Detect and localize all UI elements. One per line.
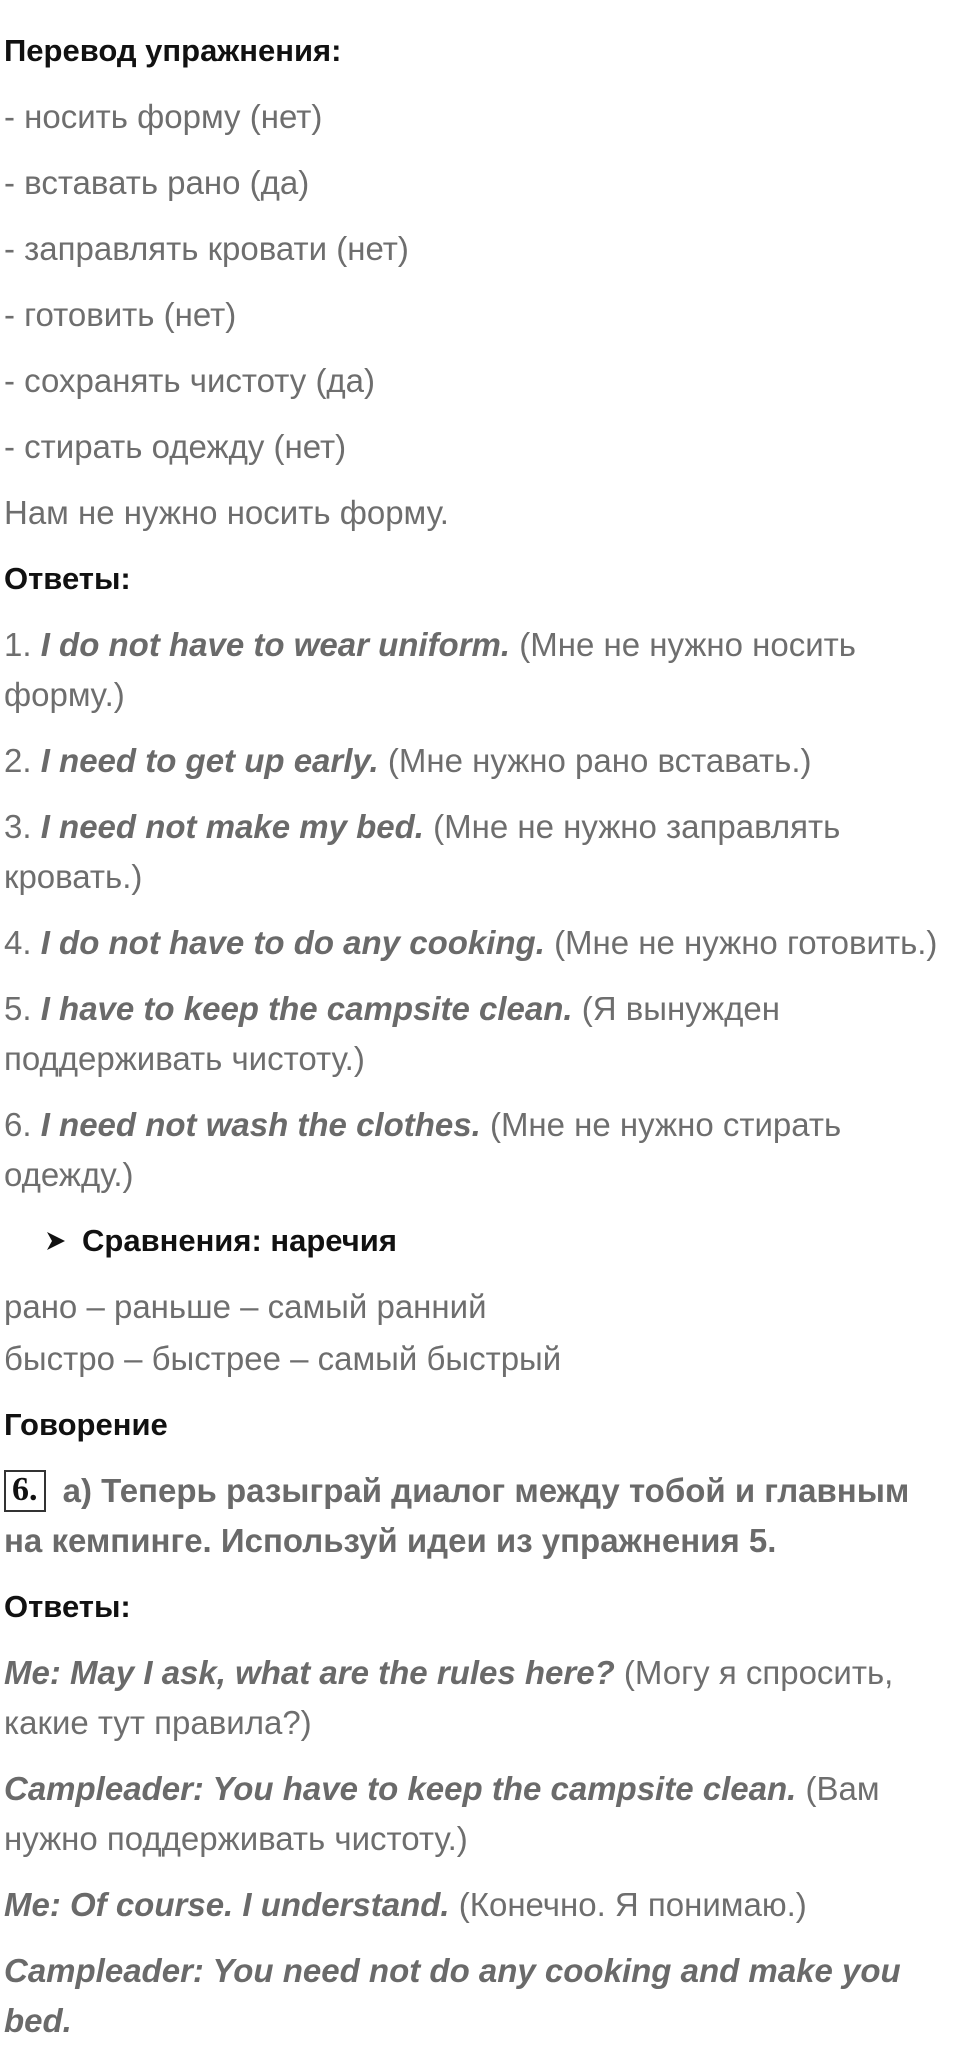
speaking-heading: Говорение xyxy=(4,1407,168,1442)
comparison-line: рано – раньше – самый ранний xyxy=(4,1288,487,1325)
arrow-bullet-icon xyxy=(44,1229,68,1253)
answer-number: 2. xyxy=(4,742,32,779)
answer-russian: (Мне нужно рано вставать.) xyxy=(387,742,812,779)
answer-english: I do not have to do any cooking. xyxy=(40,924,545,961)
answer-russian: (Мне не нужно готовить.) xyxy=(554,924,938,961)
answer-number: 6. xyxy=(4,1106,32,1143)
dialog-line xyxy=(4,1946,954,2046)
answer-item xyxy=(4,918,954,968)
list-item: - вставать рано (да) xyxy=(4,164,310,201)
list-item: - заправлять кровати (нет) xyxy=(4,230,409,267)
document-page xyxy=(4,0,954,2062)
answers-heading: Ответы: xyxy=(4,561,131,596)
dialog-english: Me: May I ask, what are the rules here? xyxy=(4,1654,615,1691)
comparison-line: быстро – быстрее – самый быстрый xyxy=(4,1340,562,1377)
exercise-task-text: а) Теперь разыграй диалог между тобой и главным на кемпинге. Используй идеи из упражнения 5. xyxy=(4,1472,910,1559)
list-item: - сохранять чистоту (да) xyxy=(4,362,376,399)
comparisons-heading-text: Сравнения: наречия xyxy=(82,1223,397,1258)
exercise-task xyxy=(4,1466,954,1566)
answer-item xyxy=(4,1100,954,1200)
dialog-russian: (Вам нужно поддерживать чистоту.) xyxy=(4,1770,880,1857)
answer-item xyxy=(4,802,954,902)
answers-heading-2: Ответы: xyxy=(4,1589,131,1624)
dialog-russian: (Конечно. Я понимаю.) xyxy=(458,1886,807,1923)
example-sentence: Нам не нужно носить форму. xyxy=(4,494,449,531)
dialog-russian: (Могу я спросить, какие тут правила?) xyxy=(4,1654,894,1741)
answer-english: I have to keep the campsite clean. xyxy=(40,990,573,1027)
answer-item xyxy=(4,736,954,786)
answer-russian: (Я вынужден поддерживать чистоту.) xyxy=(4,990,781,1077)
section-heading-translation: Перевод упражнения: xyxy=(4,33,342,68)
dialog-line xyxy=(4,1880,954,1930)
answer-number: 3. xyxy=(4,808,32,845)
dialog-english: Me: Of course. I understand. xyxy=(4,1886,450,1923)
answer-number: 5. xyxy=(4,990,32,1027)
answer-russian: (Мне не нужно носить формy.) xyxy=(4,626,856,713)
comparisons-heading xyxy=(4,1216,954,1266)
answer-number: 4. xyxy=(4,924,32,961)
exercise-number-badge: 6. xyxy=(4,1470,46,1512)
dialog-line xyxy=(4,1648,954,1748)
list-item: - носить форму (нет) xyxy=(4,98,323,135)
answer-russian: (Мне не нужно заправлять кровать.) xyxy=(4,808,841,895)
answer-english: I need not make my bed. xyxy=(40,808,424,845)
dialog-line xyxy=(4,1764,954,1864)
answer-item xyxy=(4,984,954,1084)
dialog-english: Campleader: You have to keep the campsite clean. xyxy=(4,1770,797,1807)
dialog-english: Campleader: You need not do any cooking and make you bed. xyxy=(4,1952,901,2039)
list-item: - стирать одежду (нет) xyxy=(4,428,347,465)
answer-number: 1. xyxy=(4,626,32,663)
answer-english: I need not wash the clothes. xyxy=(40,1106,481,1143)
answer-russian: (Мне не нужно стирать одежду.) xyxy=(4,1106,842,1193)
answer-english: I need to get up early. xyxy=(40,742,379,779)
answer-english: I do not have to wear uniform. xyxy=(40,626,511,663)
answer-item xyxy=(4,620,954,720)
list-item: - готовить (нет) xyxy=(4,296,237,333)
